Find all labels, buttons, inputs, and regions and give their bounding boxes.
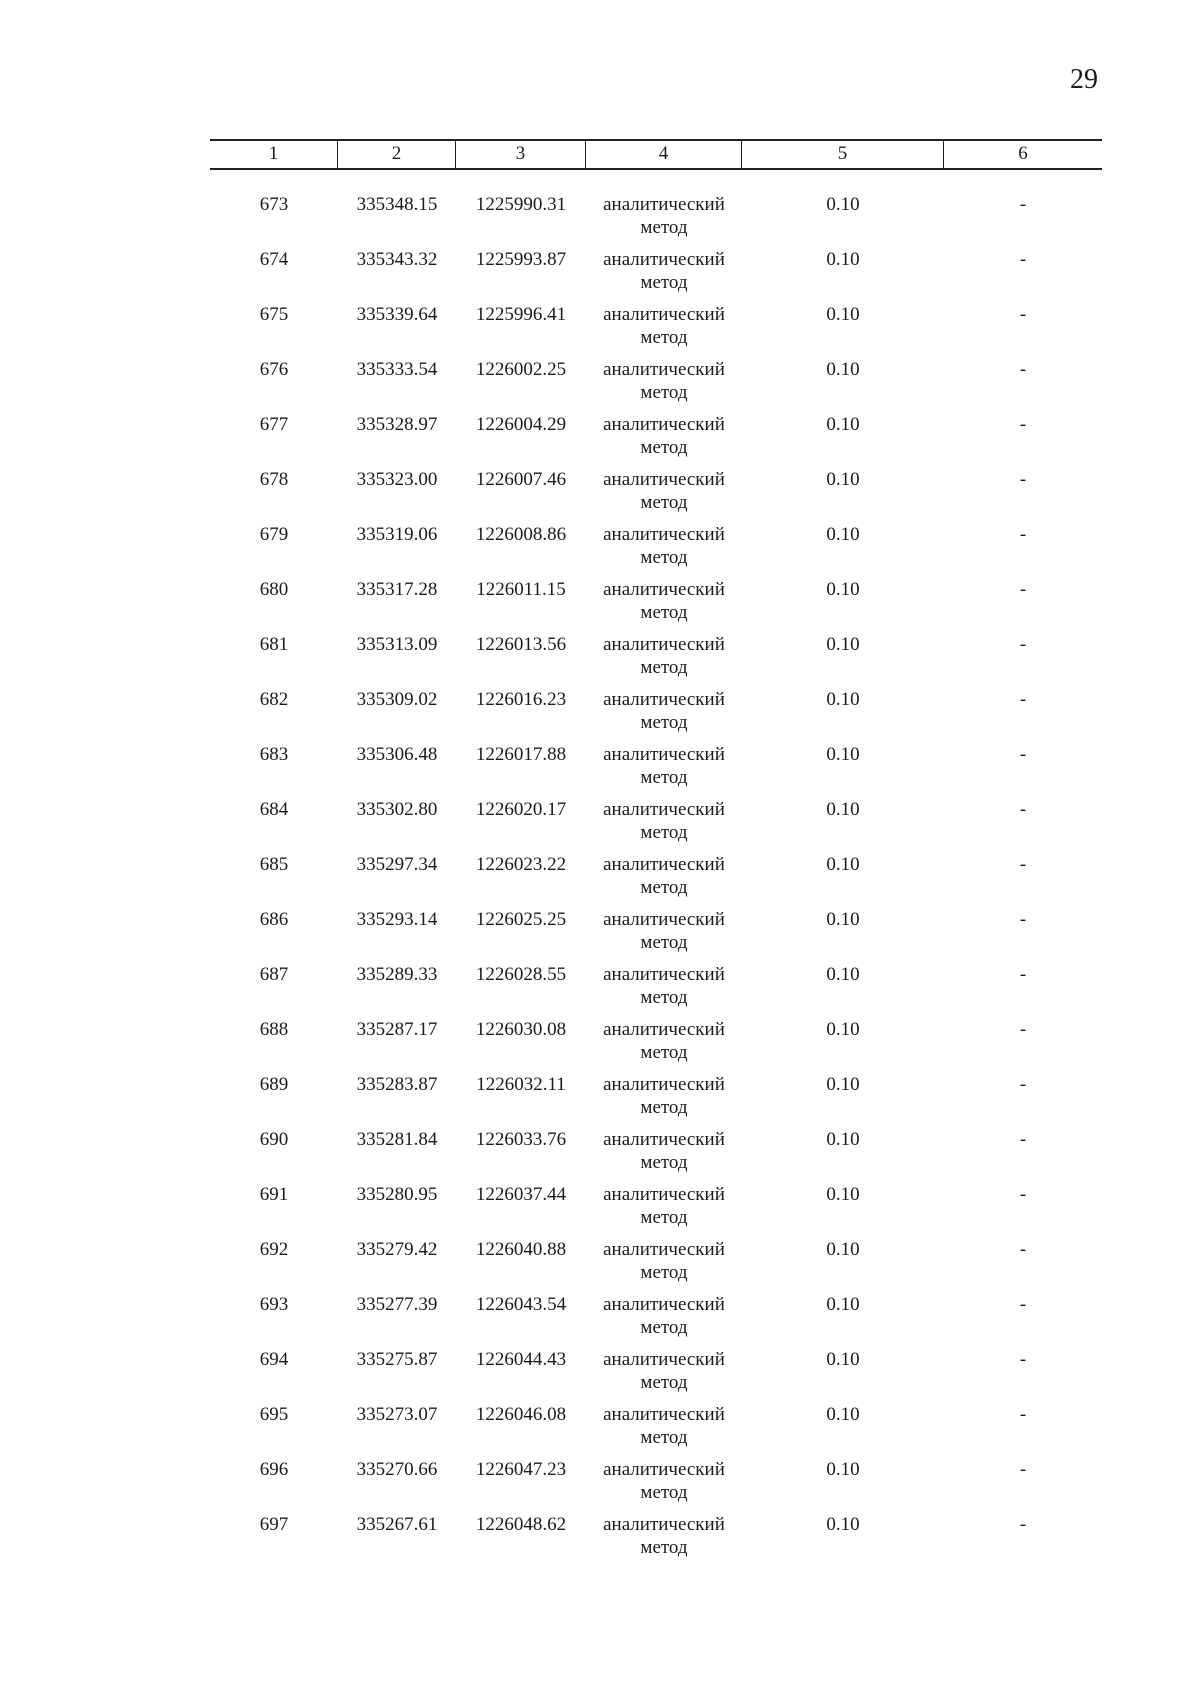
cell-point-number: 692 bbox=[259, 1239, 289, 1260]
table-row bbox=[210, 468, 1102, 523]
cell-method-line-1: аналитический bbox=[603, 194, 725, 215]
cell-y-coordinate: 1225993.87 bbox=[475, 249, 567, 270]
table-row bbox=[210, 688, 1102, 743]
cell-point-number: 684 bbox=[259, 799, 289, 820]
cell-method-line-2: метод bbox=[640, 657, 688, 678]
cell-y-coordinate: 1225990.31 bbox=[475, 194, 567, 215]
cell-note: - bbox=[1019, 689, 1027, 710]
cell-note: - bbox=[1019, 1184, 1027, 1205]
cell-accuracy: 0.10 bbox=[826, 194, 860, 215]
table-row bbox=[210, 1293, 1102, 1348]
cell-method bbox=[586, 193, 742, 239]
cell-method-line-1: аналитический bbox=[603, 414, 725, 435]
cell-note: - bbox=[1019, 1294, 1027, 1315]
cell-y-coordinate: 1226023.22 bbox=[475, 854, 567, 875]
cell-method-line-2: метод bbox=[640, 1097, 688, 1118]
cell-method-line-1: аналитический bbox=[603, 524, 725, 545]
cell-accuracy: 0.10 bbox=[826, 1074, 860, 1095]
cell-method bbox=[586, 908, 742, 954]
cell-y-coordinate: 1226033.76 bbox=[475, 1129, 567, 1150]
cell-note: - bbox=[1019, 359, 1027, 380]
cell-point-number: 693 bbox=[259, 1294, 289, 1315]
cell-x-coordinate: 335281.84 bbox=[356, 1129, 438, 1150]
cell-note: - bbox=[1019, 1514, 1027, 1535]
cell-point-number: 674 bbox=[259, 249, 289, 270]
cell-accuracy: 0.10 bbox=[826, 359, 860, 380]
cell-point-number: 687 bbox=[259, 964, 289, 985]
cell-accuracy: 0.10 bbox=[826, 249, 860, 270]
cell-x-coordinate: 335333.54 bbox=[356, 359, 438, 380]
cell-method-line-1: аналитический bbox=[603, 854, 725, 875]
cell-note: - bbox=[1019, 249, 1027, 270]
cell-x-coordinate: 335302.80 bbox=[356, 799, 438, 820]
cell-method-line-1: аналитический bbox=[603, 1239, 725, 1260]
table-row bbox=[210, 1128, 1102, 1183]
cell-y-coordinate: 1226013.56 bbox=[475, 634, 567, 655]
cell-accuracy: 0.10 bbox=[826, 964, 860, 985]
cell-point-number: 683 bbox=[259, 744, 289, 765]
cell-method bbox=[586, 413, 742, 459]
cell-note: - bbox=[1019, 304, 1027, 325]
cell-method-line-1: аналитический bbox=[603, 689, 725, 710]
cell-accuracy: 0.10 bbox=[826, 1129, 860, 1150]
table-row bbox=[210, 248, 1102, 303]
cell-accuracy: 0.10 bbox=[826, 1184, 860, 1205]
cell-x-coordinate: 335275.87 bbox=[356, 1349, 438, 1370]
page-number: 29 bbox=[1070, 64, 1098, 95]
cell-method bbox=[586, 1073, 742, 1119]
cell-method bbox=[586, 578, 742, 624]
cell-x-coordinate: 335267.61 bbox=[356, 1514, 438, 1535]
cell-method bbox=[586, 1458, 742, 1504]
cell-x-coordinate: 335297.34 bbox=[356, 854, 438, 875]
cell-method bbox=[586, 1183, 742, 1229]
cell-x-coordinate: 335339.64 bbox=[356, 304, 438, 325]
cell-note: - bbox=[1019, 194, 1027, 215]
cell-method-line-2: метод bbox=[640, 712, 688, 733]
cell-accuracy: 0.10 bbox=[826, 1239, 860, 1260]
cell-y-coordinate: 1226028.55 bbox=[475, 964, 567, 985]
cell-x-coordinate: 335328.97 bbox=[356, 414, 438, 435]
table-body bbox=[210, 193, 1102, 1568]
cell-x-coordinate: 335323.00 bbox=[356, 469, 438, 490]
cell-method bbox=[586, 1348, 742, 1394]
cell-accuracy: 0.10 bbox=[826, 799, 860, 820]
cell-y-coordinate: 1226043.54 bbox=[475, 1294, 567, 1315]
cell-accuracy: 0.10 bbox=[826, 744, 860, 765]
table-row bbox=[210, 1018, 1102, 1073]
cell-method-line-1: аналитический bbox=[603, 579, 725, 600]
cell-y-coordinate: 1226002.25 bbox=[475, 359, 567, 380]
table-row bbox=[210, 633, 1102, 688]
cell-method bbox=[586, 248, 742, 294]
cell-method-line-1: аналитический bbox=[603, 304, 725, 325]
cell-point-number: 680 bbox=[259, 579, 289, 600]
cell-accuracy: 0.10 bbox=[826, 579, 860, 600]
cell-method-line-2: метод bbox=[640, 602, 688, 623]
table-row bbox=[210, 1403, 1102, 1458]
table-row bbox=[210, 743, 1102, 798]
cell-method-line-2: метод bbox=[640, 932, 688, 953]
cell-method bbox=[586, 798, 742, 844]
cell-method bbox=[586, 1513, 742, 1559]
cell-point-number: 677 bbox=[259, 414, 289, 435]
cell-accuracy: 0.10 bbox=[826, 304, 860, 325]
cell-y-coordinate: 1226044.43 bbox=[475, 1349, 567, 1370]
table-row bbox=[210, 1073, 1102, 1128]
cell-method-line-2: метод bbox=[640, 492, 688, 513]
cell-method-line-1: аналитический bbox=[603, 1294, 725, 1315]
cell-point-number: 673 bbox=[259, 194, 289, 215]
cell-method-line-1: аналитический bbox=[603, 1514, 725, 1535]
cell-accuracy: 0.10 bbox=[826, 1459, 860, 1480]
cell-method-line-2: метод bbox=[640, 217, 688, 238]
cell-method bbox=[586, 358, 742, 404]
cell-note: - bbox=[1019, 1074, 1027, 1095]
cell-point-number: 697 bbox=[259, 1514, 289, 1535]
cell-note: - bbox=[1019, 799, 1027, 820]
table-row bbox=[210, 908, 1102, 963]
cell-point-number: 676 bbox=[259, 359, 289, 380]
cell-method-line-1: аналитический bbox=[603, 909, 725, 930]
cell-x-coordinate: 335279.42 bbox=[356, 1239, 438, 1260]
cell-point-number: 695 bbox=[259, 1404, 289, 1425]
cell-x-coordinate: 335273.07 bbox=[356, 1404, 438, 1425]
cell-method-line-1: аналитический bbox=[603, 744, 725, 765]
cell-y-coordinate: 1226030.08 bbox=[475, 1019, 567, 1040]
cell-accuracy: 0.10 bbox=[826, 414, 860, 435]
cell-y-coordinate: 1226046.08 bbox=[475, 1404, 567, 1425]
cell-method bbox=[586, 743, 742, 789]
cell-point-number: 694 bbox=[259, 1349, 289, 1370]
cell-accuracy: 0.10 bbox=[826, 634, 860, 655]
cell-y-coordinate: 1226020.17 bbox=[475, 799, 567, 820]
table-row bbox=[210, 1513, 1102, 1568]
cell-method-line-1: аналитический bbox=[603, 634, 725, 655]
cell-method-line-1: аналитический bbox=[603, 1184, 725, 1205]
cell-method-line-2: метод bbox=[640, 1207, 688, 1228]
cell-method-line-2: метод bbox=[640, 1482, 688, 1503]
cell-accuracy: 0.10 bbox=[826, 469, 860, 490]
cell-method-line-2: метод bbox=[640, 1427, 688, 1448]
cell-y-coordinate: 1226011.15 bbox=[476, 579, 566, 600]
cell-accuracy: 0.10 bbox=[826, 1294, 860, 1315]
cell-point-number: 696 bbox=[259, 1459, 289, 1480]
cell-point-number: 678 bbox=[259, 469, 289, 490]
cell-x-coordinate: 335306.48 bbox=[356, 744, 438, 765]
cell-method-line-1: аналитический bbox=[603, 1074, 725, 1095]
cell-y-coordinate: 1226016.23 bbox=[475, 689, 567, 710]
cell-method-line-1: аналитический bbox=[603, 1129, 725, 1150]
table-row bbox=[210, 1458, 1102, 1513]
cell-method-line-1: аналитический bbox=[603, 1404, 725, 1425]
cell-point-number: 686 bbox=[259, 909, 289, 930]
cell-method bbox=[586, 1128, 742, 1174]
cell-method bbox=[586, 853, 742, 899]
table-header bbox=[210, 139, 1102, 170]
cell-x-coordinate: 335280.95 bbox=[356, 1184, 438, 1205]
cell-x-coordinate: 335283.87 bbox=[356, 1074, 438, 1095]
cell-x-coordinate: 335319.06 bbox=[356, 524, 438, 545]
cell-y-coordinate: 1226008.86 bbox=[475, 524, 567, 545]
cell-method-line-2: метод bbox=[640, 987, 688, 1008]
cell-x-coordinate: 335277.39 bbox=[356, 1294, 438, 1315]
cell-accuracy: 0.10 bbox=[826, 524, 860, 545]
cell-point-number: 679 bbox=[259, 524, 289, 545]
table-row bbox=[210, 963, 1102, 1018]
cell-y-coordinate: 1226048.62 bbox=[475, 1514, 567, 1535]
cell-note: - bbox=[1019, 1459, 1027, 1480]
header-col-2: 2 bbox=[338, 141, 456, 168]
cell-accuracy: 0.10 bbox=[826, 689, 860, 710]
cell-method-line-2: метод bbox=[640, 272, 688, 293]
cell-method-line-1: аналитический bbox=[603, 469, 725, 490]
cell-method-line-1: аналитический bbox=[603, 799, 725, 820]
table-row bbox=[210, 1348, 1102, 1403]
cell-x-coordinate: 335309.02 bbox=[356, 689, 438, 710]
cell-method bbox=[586, 303, 742, 349]
cell-accuracy: 0.10 bbox=[826, 1019, 860, 1040]
header-col-4: 4 bbox=[586, 141, 742, 168]
cell-method-line-2: метод bbox=[640, 1317, 688, 1338]
cell-x-coordinate: 335293.14 bbox=[356, 909, 438, 930]
cell-method bbox=[586, 963, 742, 1009]
header-col-3: 3 bbox=[456, 141, 586, 168]
cell-point-number: 682 bbox=[259, 689, 289, 710]
cell-x-coordinate: 335343.32 bbox=[356, 249, 438, 270]
cell-note: - bbox=[1019, 634, 1027, 655]
cell-note: - bbox=[1019, 414, 1027, 435]
cell-note: - bbox=[1019, 1239, 1027, 1260]
cell-note: - bbox=[1019, 469, 1027, 490]
cell-accuracy: 0.10 bbox=[826, 854, 860, 875]
table-row bbox=[210, 1238, 1102, 1293]
cell-method bbox=[586, 1403, 742, 1449]
cell-point-number: 685 bbox=[259, 854, 289, 875]
cell-method bbox=[586, 1238, 742, 1284]
table-row bbox=[210, 413, 1102, 468]
cell-x-coordinate: 335287.17 bbox=[356, 1019, 438, 1040]
cell-method-line-2: метод bbox=[640, 1537, 688, 1558]
cell-point-number: 690 bbox=[259, 1129, 289, 1150]
header-col-5: 5 bbox=[742, 141, 944, 168]
cell-accuracy: 0.10 bbox=[826, 909, 860, 930]
cell-note: - bbox=[1019, 964, 1027, 985]
cell-accuracy: 0.10 bbox=[826, 1514, 860, 1535]
cell-method-line-1: аналитический bbox=[603, 1349, 725, 1370]
cell-note: - bbox=[1019, 854, 1027, 875]
table-row bbox=[210, 523, 1102, 578]
cell-method-line-2: метод bbox=[640, 1042, 688, 1063]
cell-y-coordinate: 1226037.44 bbox=[475, 1184, 567, 1205]
cell-method-line-1: аналитический bbox=[603, 1459, 725, 1480]
cell-accuracy: 0.10 bbox=[826, 1404, 860, 1425]
header-col-6: 6 bbox=[1018, 143, 1028, 164]
cell-method-line-2: метод bbox=[640, 822, 688, 843]
cell-y-coordinate: 1226025.25 bbox=[475, 909, 567, 930]
cell-method bbox=[586, 1293, 742, 1339]
cell-x-coordinate: 335313.09 bbox=[356, 634, 438, 655]
cell-y-coordinate: 1226017.88 bbox=[475, 744, 567, 765]
cell-method-line-1: аналитический bbox=[603, 249, 725, 270]
cell-note: - bbox=[1019, 744, 1027, 765]
cell-method bbox=[586, 468, 742, 514]
cell-y-coordinate: 1226047.23 bbox=[475, 1459, 567, 1480]
cell-method-line-2: метод bbox=[640, 327, 688, 348]
cell-point-number: 689 bbox=[259, 1074, 289, 1095]
cell-method-line-1: аналитический bbox=[603, 359, 725, 380]
cell-y-coordinate: 1225996.41 bbox=[475, 304, 567, 325]
cell-x-coordinate: 335289.33 bbox=[356, 964, 438, 985]
cell-method-line-2: метод bbox=[640, 877, 688, 898]
cell-method-line-2: метод bbox=[640, 767, 688, 788]
cell-method bbox=[586, 633, 742, 679]
cell-method-line-2: метод bbox=[640, 547, 688, 568]
table-row bbox=[210, 578, 1102, 633]
table-row bbox=[210, 798, 1102, 853]
table-row bbox=[210, 853, 1102, 908]
cell-point-number: 675 bbox=[259, 304, 289, 325]
cell-note: - bbox=[1019, 1019, 1027, 1040]
cell-x-coordinate: 335317.28 bbox=[356, 579, 438, 600]
cell-method-line-2: метод bbox=[640, 382, 688, 403]
cell-note: - bbox=[1019, 1349, 1027, 1370]
table-row bbox=[210, 358, 1102, 413]
cell-y-coordinate: 1226040.88 bbox=[475, 1239, 567, 1260]
cell-note: - bbox=[1019, 1404, 1027, 1425]
header-col-1: 1 bbox=[210, 141, 338, 168]
cell-note: - bbox=[1019, 524, 1027, 545]
cell-method-line-2: метод bbox=[640, 1372, 688, 1393]
cell-y-coordinate: 1226004.29 bbox=[475, 414, 567, 435]
cell-accuracy: 0.10 bbox=[826, 1349, 860, 1370]
cell-method-line-1: аналитический bbox=[603, 964, 725, 985]
cell-x-coordinate: 335348.15 bbox=[356, 194, 438, 215]
table-row bbox=[210, 303, 1102, 358]
cell-method-line-2: метод bbox=[640, 1152, 688, 1173]
cell-method bbox=[586, 523, 742, 569]
cell-y-coordinate: 1226007.46 bbox=[475, 469, 567, 490]
table-row bbox=[210, 193, 1102, 248]
table-row bbox=[210, 1183, 1102, 1238]
cell-method-line-2: метод bbox=[640, 437, 688, 458]
cell-point-number: 688 bbox=[259, 1019, 289, 1040]
cell-point-number: 681 bbox=[259, 634, 289, 655]
cell-method bbox=[586, 688, 742, 734]
cell-note: - bbox=[1019, 909, 1027, 930]
cell-point-number: 691 bbox=[259, 1184, 289, 1205]
cell-x-coordinate: 335270.66 bbox=[356, 1459, 438, 1480]
cell-method-line-2: метод bbox=[640, 1262, 688, 1283]
cell-note: - bbox=[1019, 579, 1027, 600]
cell-y-coordinate: 1226032.11 bbox=[476, 1074, 566, 1095]
cell-method bbox=[586, 1018, 742, 1064]
cell-note: - bbox=[1019, 1129, 1027, 1150]
cell-method-line-1: аналитический bbox=[603, 1019, 725, 1040]
